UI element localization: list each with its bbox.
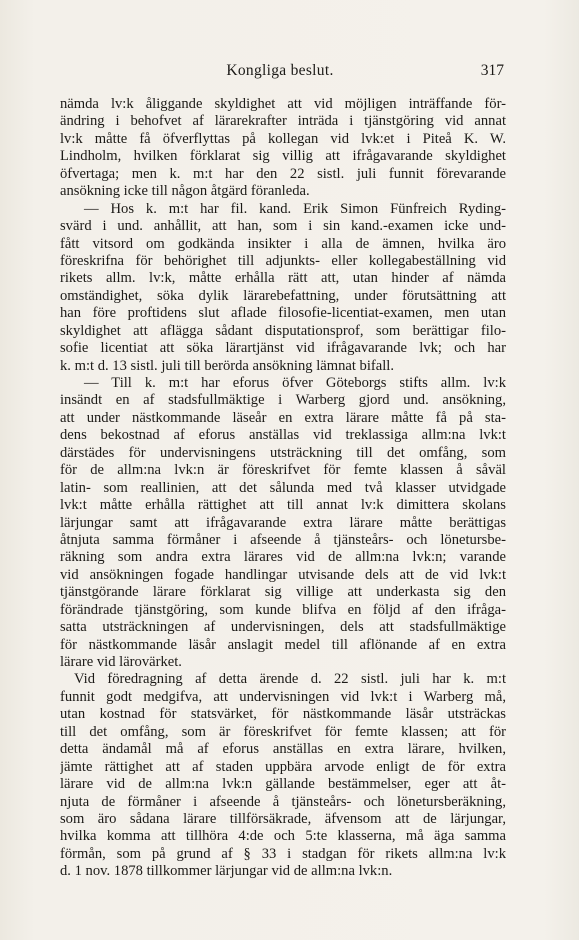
text-line: funnit godt medgifva, att undervisningen vid lvk:t i Warberg må, bbox=[60, 688, 506, 705]
text-line: lvk:t måtte erhålla rättighet att till annat lv:k dimittera skolans bbox=[60, 497, 506, 514]
text-line: nämda lv:k åliggande skyldighet att vid möjligen inträffande för- bbox=[60, 96, 506, 112]
text-line: dens bekostnad af eforus anställas vid treklassiga allm:na lvk:t bbox=[60, 427, 506, 444]
text-line: lärare vid lärovärket. bbox=[60, 654, 182, 670]
running-head bbox=[60, 62, 504, 82]
text-line: skyldighet att aflägga sådant disputationsprof, som berättigar filo- bbox=[60, 322, 506, 339]
text-line: Lindholm, hvilken förklarat sig villig att ifrågavarande skyldighet bbox=[60, 148, 506, 165]
text-line: vid ansökningen fogade handlingar utvisande dels att de vid lvk:t bbox=[60, 566, 506, 583]
text-line: föreskrifna för behörighet till adjunkts- eller kollegabeställning vid bbox=[60, 252, 506, 269]
text-line: för de allm:na lvk:n är föreskrifvet för femte klassen å såväl bbox=[60, 462, 506, 479]
body-text bbox=[60, 96, 506, 881]
text-line: Vid föredragning af detta ärende d. 22 sistl. juli har k. m:t bbox=[74, 671, 506, 688]
text-line: d. 1 nov. 1878 tillkommer lärjungar vid de allm:na lvk:n. bbox=[60, 863, 393, 880]
text-line: förändrade tjänstgöring, som kunde blifva en följd af den ifråga- bbox=[60, 601, 506, 618]
text-line: satta utsträckningen af undervisningen, dels att stadsfullmäktige bbox=[60, 619, 506, 636]
text-line: öfvertaga; men k. m:t har den 22 sistl. juli funnit förevarande bbox=[60, 165, 506, 182]
text-line: räkning som andra extra lärares vid de allm:na lvk:n; varande bbox=[60, 549, 506, 566]
text-line: därstädes för undervisningens utsträckning till det omfång, som bbox=[60, 444, 506, 461]
text-line: lärare vid de allm:na lvk:n gällande bestämmelser, eger att åt- bbox=[60, 776, 506, 793]
text-line: utan kostnad för statsvärket, för nästkommande läsår utsträckas bbox=[60, 706, 506, 723]
text-line: sofie licentiat att söka lärartjänst vid ifrågavarande lvk; och har bbox=[60, 340, 506, 357]
text-line: — Hos k. m:t har fil. kand. Erik Simon Fünfreich Ryding- bbox=[84, 200, 506, 217]
text-line: detta ändamål må af eforus anställas en extra lärare, hvilken, bbox=[60, 741, 506, 758]
text-line: latin- som reallinien, att det sålunda med två klasser utvidgade bbox=[60, 479, 506, 496]
text-line: åtnjuta samma förmåner i afseende å tjänsteårs- och lönetursbe- bbox=[60, 531, 506, 548]
text-line: att under nästkommande läseår en extra lärare måtte få på sta- bbox=[60, 409, 506, 426]
running-title: Kongliga beslut. bbox=[226, 62, 334, 79]
text-line: till det omfång, som är föreskrifvet för femte klassen; att för bbox=[60, 723, 506, 740]
text-line: svärd i und. anhållit, att han, som i sin kand.-examen icke und- bbox=[60, 218, 506, 235]
text-line: tjänstgörande lärare förklarat sig villige att underkasta sig den bbox=[60, 584, 506, 601]
text-line: njuta de förmåner i afseende å tjänsteårs- och lönetursberäkning, bbox=[60, 793, 506, 810]
text-line: ändring i behofvet af lärarekrafter inträda i tjänstgöring vid annat bbox=[60, 113, 506, 130]
text-line: lv:k måtte få öfverflyttas på kollegan vid lvk:et i Piteå K. W. bbox=[60, 130, 506, 147]
text-line: lärjungar samt att ifrågavarande extra lärare måtte berättigas bbox=[60, 514, 506, 531]
text-line: för nästkommande läsår anslagit medel till aflönande af en extra bbox=[60, 636, 506, 653]
text-line: han före proftidens slut aflade filosofie-licentiat-examen, men utan bbox=[60, 305, 506, 322]
text-line: jämte rättighet att af staden uppbära arvode enligt de för extra bbox=[60, 758, 506, 775]
text-line: som äro sådana lärare tillförsäkrade, äfvensom att de lärjungar, bbox=[60, 810, 506, 827]
text-line: ansökning icke till någon åtgärd föranleda. bbox=[60, 183, 310, 200]
text-line: förmån, som på grund af § 33 i stadgan för rikets allm:na lv:k bbox=[60, 845, 506, 862]
text-line: hvilka komma att tillhöra 4:de och 5:te klasserna, må äga samma bbox=[60, 828, 506, 845]
text-line: — Till k. m:t har eforus öfver Göteborgs stifts allm. lv:k bbox=[84, 375, 506, 391]
page-number: 317 bbox=[480, 62, 504, 79]
text-line: rikets allm. lv:k, måtte erhålla rätt att, utan hinder af nämda bbox=[60, 270, 506, 287]
text-line: k. m:t d. 13 sistl. juli till berörda ansökning lämnat bifall. bbox=[60, 357, 394, 374]
text-line: omständighet, söka dylik lärarebefattning, under förutsättning att bbox=[60, 287, 506, 304]
text-line: fått vitsord om godkända insikter i alla de ämnen, hvilka äro bbox=[60, 235, 506, 252]
text-line: insändt en af stadsfullmäktige i Warberg gjord und. ansökning, bbox=[60, 392, 506, 409]
